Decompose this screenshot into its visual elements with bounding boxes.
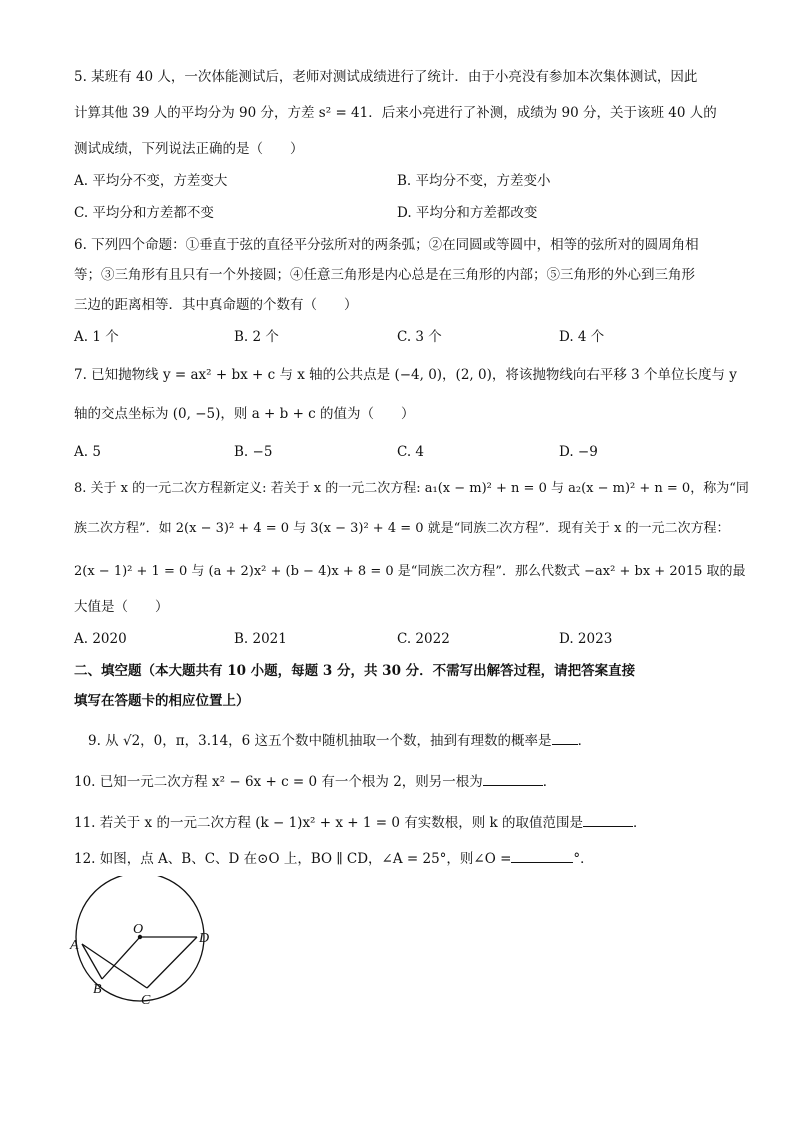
q6-line-3: 三边的距离相等．其中真命题的个数有（ ） bbox=[74, 297, 358, 313]
q7-option-a: A. 5 bbox=[74, 444, 101, 460]
section-2-heading-line-2: 填写在答题卡的相应位置上） bbox=[74, 693, 250, 709]
q5-option-b: B. 平均分不变，方差变小 bbox=[397, 173, 551, 189]
segment-o-b bbox=[102, 937, 140, 979]
q12-end: °． bbox=[573, 851, 594, 867]
q8-line-2: 族二次方程”．如 2(x − 3)² + 4 = 0 与 3(x − 3)² + 4 = 0 就是“同族二次方程”．现有关于 x 的一元二次方程： bbox=[74, 521, 730, 536]
q6-option-d: D. 4 个 bbox=[559, 329, 605, 345]
q6-line-1: 6. 下列四个命题：①垂直于弦的直径平分弦所对的两条弧；②在同圆或等圆中，相等的弦所对的圆周角相 bbox=[74, 237, 699, 253]
label-c: C bbox=[141, 993, 151, 1008]
q7-option-b: B. −5 bbox=[234, 444, 273, 460]
q9-line bbox=[88, 730, 591, 750]
q9-end: ． bbox=[577, 733, 592, 749]
q8-option-d: D. 2023 bbox=[559, 631, 613, 647]
q8-option-c: C. 2022 bbox=[397, 631, 450, 647]
label-d: D bbox=[199, 931, 210, 946]
q8-line-4: 大值是（ ） bbox=[74, 599, 169, 615]
q11-answer-blank[interactable] bbox=[583, 812, 633, 827]
q11-text: 11. 若关于 x 的一元二次方程 (k − 1)x² + x + 1 = 0 有实数根，则 k 的取值范围是 bbox=[74, 815, 583, 831]
q5-line-1: 5. 某班有 40 人，一次体能测试后，老师对测试成绩进行了统计．由于小亮没有参加本次集体测试，因此 bbox=[74, 69, 698, 85]
q6-option-c: C. 3 个 bbox=[397, 329, 442, 345]
circle-figure bbox=[60, 876, 230, 1016]
q5-line-2: 计算其他 39 人的平均分为 90 分，方差 s² = 41．后来小亮进行了补测，成绩为 90 分，关于该班 40 人的 bbox=[74, 105, 717, 121]
q8-line-1: 8. 关于 x 的一元二次方程新定义: 若关于 x 的一元二次方程: a₁(x − m)² + n = 0 与 a₂(x − m)² + n = 0，称为“同 bbox=[74, 481, 749, 496]
q7-option-d: D. −9 bbox=[559, 444, 598, 460]
q10-line bbox=[74, 771, 556, 791]
q7-option-c: C. 4 bbox=[397, 444, 425, 460]
q12-line bbox=[74, 848, 594, 868]
segment-a-c bbox=[82, 944, 147, 988]
q5-option-a: A. 平均分不变，方差变大 bbox=[74, 173, 228, 189]
q8-option-a: A. 2020 bbox=[74, 631, 127, 647]
q7-line-1: 7. 已知抛物线 y = ax² + bx + c 与 x 轴的公共点是 (−4, 0)，(2, 0)，将该抛物线向右平移 3 个单位长度与 y bbox=[74, 367, 737, 383]
q9-text: 9. 从 √2，0，π，3.14，6 这五个数中随机抽取一个数，抽到有理数的概率是 bbox=[88, 733, 552, 749]
q5-option-d: D. 平均分和方差都改变 bbox=[397, 205, 538, 221]
q11-end: ． bbox=[633, 815, 647, 831]
q6-line-2: 等；③三角形有且只有一个外接圆；④任意三角形是内心总是在三角形的内部；⑤三角形的外心到三角形 bbox=[74, 267, 695, 283]
q11-line bbox=[74, 812, 647, 832]
q8-line-3: 2(x − 1)² + 1 = 0 与 (a + 2)x² + (b − 4)x + 8 = 0 是“同族二次方程”．那么代数式 −ax² + bx + 2015 取的最 bbox=[74, 564, 746, 579]
q6-option-a: A. 1 个 bbox=[74, 329, 119, 345]
label-a: A bbox=[70, 938, 79, 953]
q10-text: 10. 已知一元二次方程 x² − 6x + c = 0 有一个根为 2，则另一根为 bbox=[74, 774, 483, 790]
q10-end: ． bbox=[542, 774, 557, 790]
q5-line-3: 测试成绩，下列说法正确的是（ ） bbox=[74, 141, 304, 157]
section-2-heading-line-1: 二、填空题（本大题共有 10 小题，每题 3 分，共 30 分．不需写出解答过程，请把答案直接 bbox=[74, 663, 636, 679]
label-b: B bbox=[93, 982, 102, 997]
q8-option-b: B. 2021 bbox=[234, 631, 287, 647]
label-o: O bbox=[133, 922, 144, 937]
q10-answer-blank[interactable] bbox=[483, 771, 543, 786]
q5-option-c: C. 平均分和方差都不变 bbox=[74, 205, 214, 221]
q12-text: 12. 如图，点 A、B、C、D 在⊙O 上，BO ∥ CD，∠A = 25°，则∠O = bbox=[74, 851, 512, 867]
q12-answer-blank[interactable] bbox=[511, 848, 573, 863]
q7-line-2: 轴的交点坐标为 (0, −5)，则 a + b + c 的值为（ ） bbox=[74, 406, 415, 422]
segment-d-c bbox=[147, 937, 197, 988]
q6-option-b: B. 2 个 bbox=[234, 329, 279, 345]
q9-answer-blank[interactable] bbox=[552, 730, 578, 745]
segment-a-b bbox=[82, 944, 102, 979]
